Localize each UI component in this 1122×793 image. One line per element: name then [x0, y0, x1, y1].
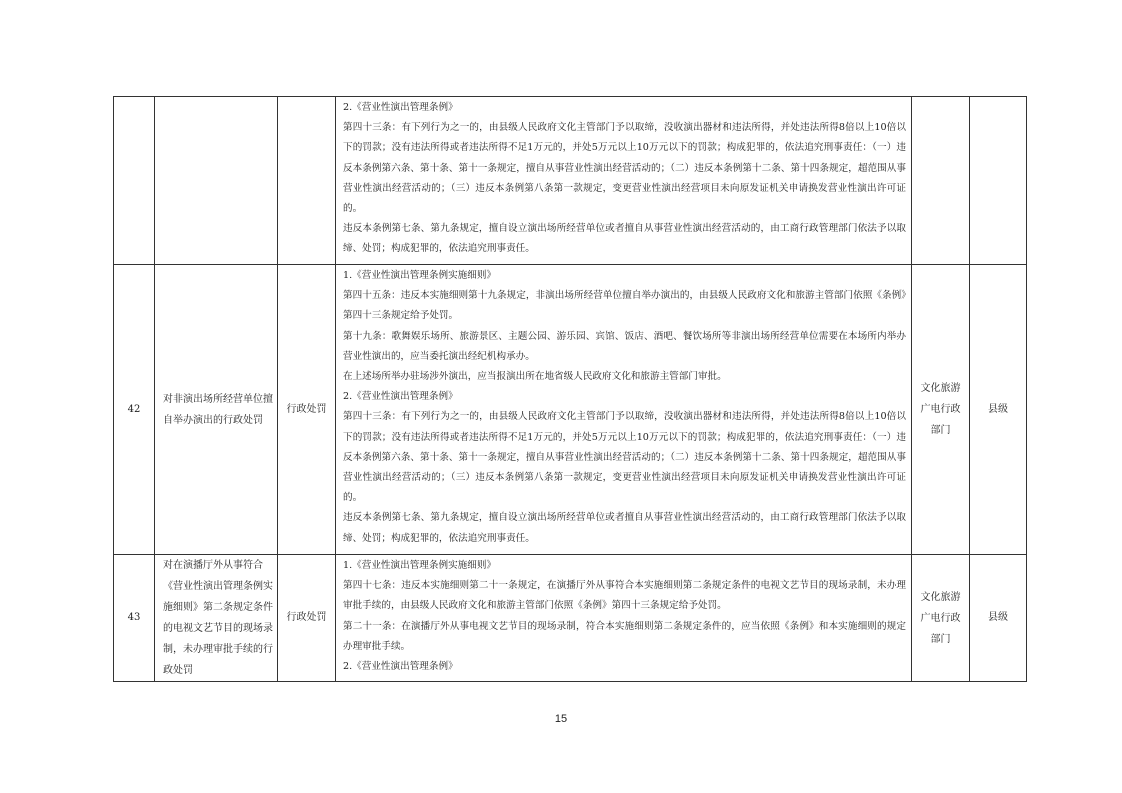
item-number: 42 — [114, 265, 155, 555]
item-type: 行政处罚 — [278, 265, 336, 555]
item-subject: 对在演播厅外从事符合《营业性演出管理条例实施细则》第二条规定条件的电视文艺节目的现场录制，未办理审批手续的行政处罚 — [155, 555, 278, 682]
legal-basis — [336, 265, 912, 555]
item-type: 行政处罚 — [278, 555, 336, 682]
basis-paragraph: 1.《营业性演出管理条例实施细则》 — [343, 270, 497, 281]
exercise-level: 县级 — [970, 555, 1027, 682]
item-type — [278, 97, 336, 265]
basis-paragraph: 第四十三条：有下列行为之一的，由县级人民政府文化主管部门予以取缔，没收演出器材和违法所得，并处违法所得8倍以上10倍以下的罚款；没有违法所得或者违法所得不足1万元的，并处5万元以上10万元以下的罚款；构成犯罪的，依法追究刑事责任：（一）违反本条例第六条、第十条、第十一条规定，擅自从事营业性演出经营活动的；（二）违反本条例第十二条、第十四条规定，超范围从事营业性演出经营活动的；（三）违反本条例第八条第一款规定，变更营业性演出经营项目未向原发证机关申请换发营业性演出许可证的。 — [343, 411, 906, 504]
basis-paragraph: 在上述场所举办驻场涉外演出，应当报演出所在地省级人民政府文化和旅游主管部门审批。 — [343, 371, 727, 383]
item-number — [114, 97, 155, 265]
table-row — [114, 555, 1027, 682]
regulation-table — [113, 96, 1027, 682]
responsible-department — [912, 97, 970, 265]
legal-basis — [336, 97, 912, 265]
responsible-department: 文化旅游广电行政部门 — [912, 555, 970, 682]
basis-paragraph: 2.《营业性演出管理条例》 — [343, 391, 458, 403]
table-row — [114, 97, 1027, 265]
item-subject: 对非演出场所经营单位擅自举办演出的行政处罚 — [155, 265, 278, 555]
basis-paragraph: 2.《营业性演出管理条例》 — [343, 102, 458, 113]
basis-paragraph: 违反本条例第七条、第九条规定，擅自设立演出场所经营单位或者擅自从事营业性演出经营活动的，由工商行政管理部门依法予以取缔、处罚；构成犯罪的，依法追究刑事责任。 — [343, 512, 906, 544]
item-subject — [155, 97, 278, 265]
basis-paragraph: 1.《营业性演出管理条例实施细则》 — [343, 560, 497, 571]
basis-paragraph: 2.《营业性演出管理条例》 — [343, 661, 458, 673]
basis-paragraph: 第四十三条：有下列行为之一的，由县级人民政府文化主管部门予以取缔，没收演出器材和违法所得，并处违法所得8倍以上10倍以下的罚款；没有违法所得或者违法所得不足1万元的，并处5万元以上10万元以下的罚款；构成犯罪的，依法追究刑事责任：（一）违反本条例第六条、第十条、第十一条规定，擅自从事营业性演出经营活动的；（二）违反本条例第十二条、第十四条规定，超范围从事营业性演出经营活动的；（三）违反本条例第八条第一款规定，变更营业性演出经营项目未向原发证机关申请换发营业性演出许可证的。 — [343, 122, 906, 215]
item-number: 43 — [114, 555, 155, 682]
exercise-level: 县级 — [970, 265, 1027, 555]
legal-basis — [336, 555, 912, 682]
basis-paragraph: 第四十五条：违反本实施细则第十九条规定，非演出场所经营单位擅自举办演出的，由县级人民政府文化和旅游主管部门依照《条例》第四十三条规定给予处罚。 — [343, 290, 906, 322]
basis-paragraph: 第二十一条：在演播厅外从事电视文艺节目的现场录制，符合本实施细则第二条规定条件的，应当依照《条例》和本实施细则的规定办理审批手续。 — [343, 620, 906, 652]
basis-paragraph: 第十九条：歌舞娱乐场所、旅游景区、主题公园、游乐园、宾馆、饭店、酒吧、餐饮场所等非演出场所经营单位需要在本场所内举办营业性演出的，应当委托演出经纪机构承办。 — [343, 330, 906, 362]
basis-paragraph: 第四十七条：违反本实施细则第二十一条规定，在演播厅外从事符合本实施细则第二条规定条件的电视文艺节目的现场录制，未办理审批手续的，由县级人民政府文化和旅游主管部门依照《条例》第四十三条规定给予处罚。 — [343, 580, 906, 612]
responsible-department: 文化旅游广电行政部门 — [912, 265, 970, 555]
table-row — [114, 265, 1027, 555]
basis-paragraph: 违反本条例第七条、第九条规定，擅自设立演出场所经营单位或者擅自从事营业性演出经营活动的，由工商行政管理部门依法予以取缔、处罚；构成犯罪的，依法追究刑事责任。 — [343, 223, 906, 255]
exercise-level — [970, 97, 1027, 265]
page-number: 15 — [554, 713, 568, 725]
